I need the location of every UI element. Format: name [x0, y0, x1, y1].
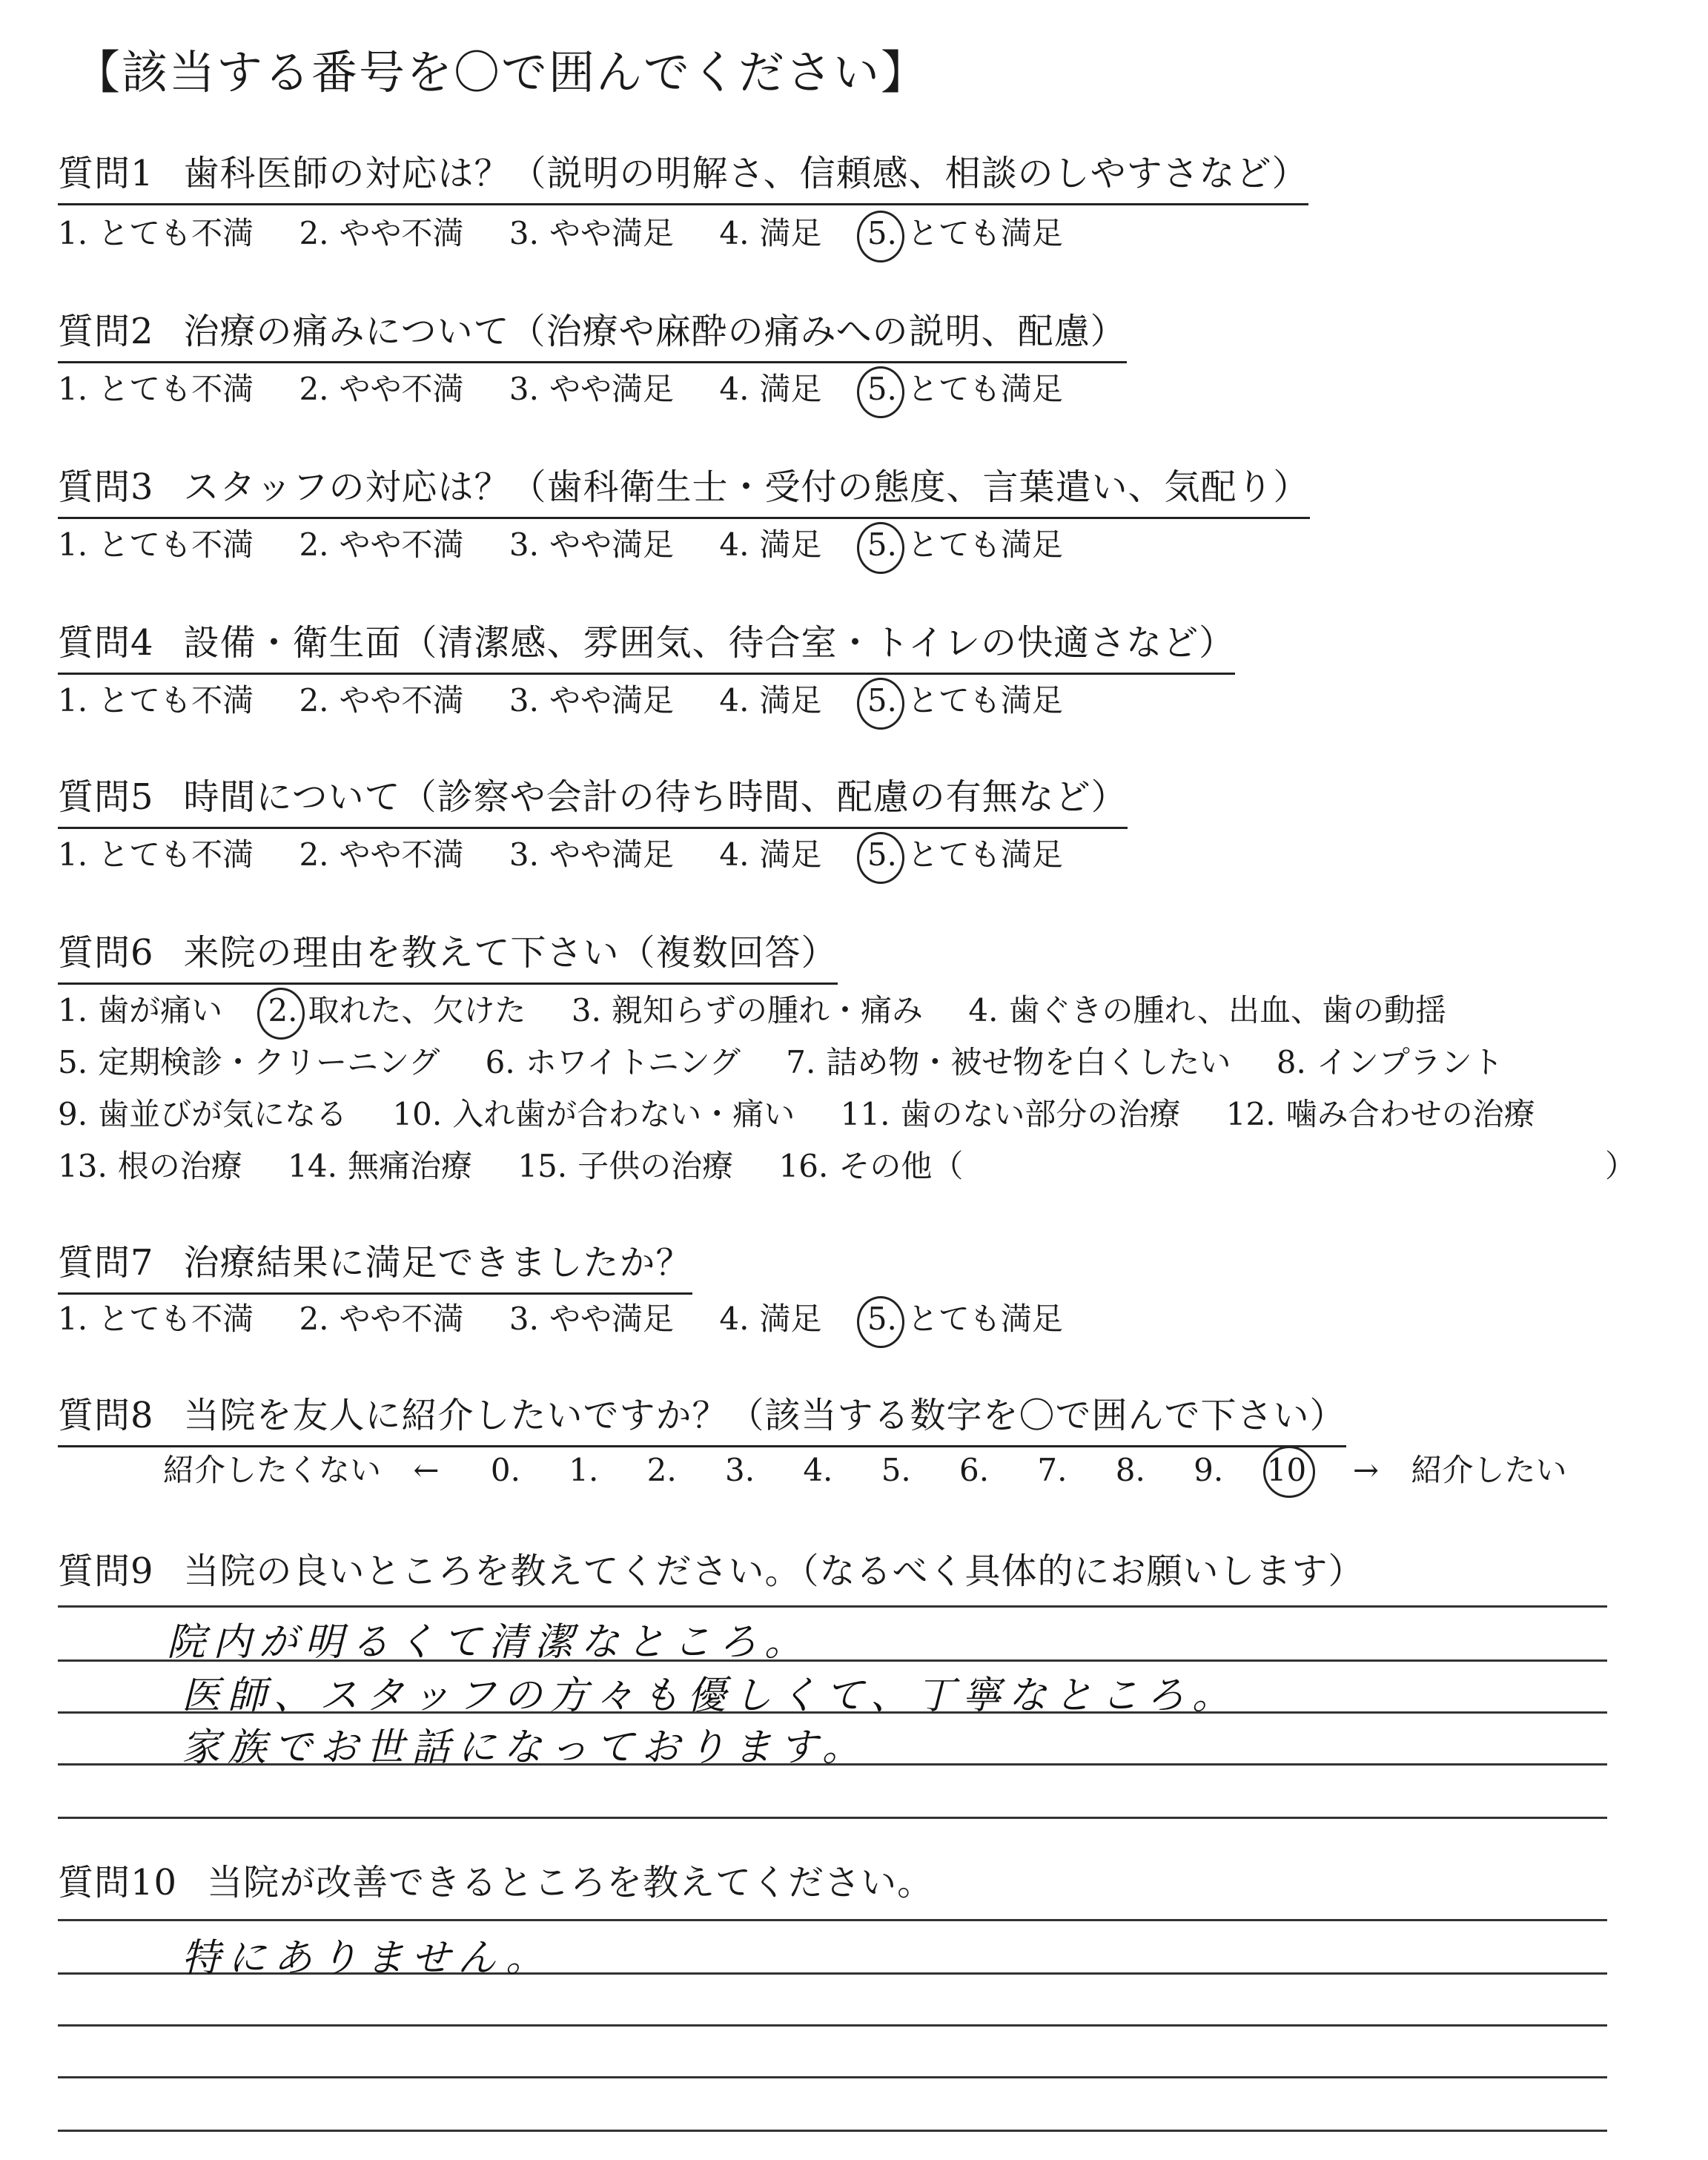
option-1[interactable]: 1. とても不満 — [58, 371, 254, 407]
question-number: 質問6 — [58, 932, 154, 974]
question-text: 当院が改善できるところを教えてください。 — [207, 1862, 934, 1903]
question-number: 質問4 — [58, 622, 154, 664]
question-text: 治療の痛みについて（治療や麻酔の痛みへの説明、配慮） — [183, 311, 1127, 352]
scale-0[interactable]: 0. — [490, 1452, 520, 1488]
question-text: 設備・衛生面（清潔感、雰囲気、待合室・トイレの快適さなど） — [183, 622, 1236, 664]
scale-high-label: 紹介したい — [1411, 1452, 1567, 1488]
scale-2[interactable]: 2. — [646, 1452, 677, 1488]
option-2[interactable]: 2. やや不満 — [299, 682, 464, 719]
option-4[interactable]: 4. 満足 — [719, 371, 822, 407]
answer-line — [58, 1919, 1607, 1921]
question-text: 治療結果に満足できましたか？ — [183, 1242, 692, 1284]
option-1[interactable]: 1. とても不満 — [58, 215, 254, 251]
option-1[interactable]: 1. とても不満 — [58, 1301, 254, 1337]
reason-13[interactable]: 13. 根の治療 — [58, 1148, 242, 1184]
scale-5[interactable]: 5. — [881, 1452, 911, 1488]
reason-9[interactable]: 9. 歯並びが気になる — [58, 1096, 348, 1132]
option-2[interactable]: 2. やや不満 — [299, 215, 464, 251]
option-4[interactable]: 4. 満足 — [719, 215, 822, 251]
handwritten-answer-q10: 特にありません。 — [182, 1936, 552, 1981]
option-3[interactable]: 3. やや満足 — [509, 526, 674, 563]
option-5-selected[interactable]: 5. とても満足 — [867, 682, 1063, 719]
question-text: 当院を友人に紹介したいですか？（該当する数字を〇で囲んで下さい） — [183, 1395, 1346, 1436]
reason-6[interactable]: 6. ホワイトニング — [485, 1044, 741, 1080]
scale-9[interactable]: 9. — [1194, 1452, 1224, 1488]
question-text: 当院の良いところを教えてください。（なるべく具体的にお願いします） — [183, 1550, 1365, 1592]
reason-4[interactable]: 4. 歯ぐきの腫れ、出血、歯の動揺 — [968, 992, 1446, 1028]
answer-line — [58, 2024, 1607, 2027]
option-5-selected[interactable]: 5. とても満足 — [867, 526, 1063, 563]
handwritten-answer-1: 院内が明るくて清潔なところ。 — [167, 1620, 811, 1665]
option-1[interactable]: 1. とても不満 — [58, 836, 254, 873]
left-arrow-icon: ← — [413, 1452, 440, 1488]
question-7-options — [58, 1295, 1099, 1339]
question-8-title — [58, 1387, 1346, 1447]
question-6-row-3 — [58, 1090, 1571, 1135]
question-number: 質問7 — [58, 1242, 154, 1284]
reason-8[interactable]: 8. インプラント — [1276, 1044, 1503, 1080]
handwritten-answer-2: 医師、スタッフの方々も優しくて、丁寧なところ。 — [182, 1674, 1238, 1718]
reason-14[interactable]: 14. 無痛治療 — [288, 1148, 472, 1184]
question-6-title — [58, 924, 838, 985]
question-3-options — [58, 521, 1099, 565]
reason-1[interactable]: 1. 歯が痛い — [58, 992, 223, 1028]
question-9-title — [58, 1542, 1365, 1601]
question-3-title — [58, 458, 1310, 519]
question-7-title — [58, 1234, 692, 1295]
question-text: スタッフの対応は？（歯科衛生士・受付の態度、言葉遣い、気配り） — [183, 466, 1310, 508]
answer-line — [58, 2130, 1607, 2132]
question-5-title — [58, 768, 1128, 829]
reason-5[interactable]: 5. 定期検診・クリーニング — [58, 1044, 440, 1080]
option-2[interactable]: 2. やや不満 — [299, 836, 464, 873]
question-text: 時間について（診察や会計の待ち時間、配慮の有無など） — [183, 776, 1128, 818]
option-3[interactable]: 3. やや満足 — [509, 371, 674, 407]
reason-2-selected[interactable]: 2. 取れた、欠けた — [268, 992, 526, 1028]
question-6-row-1 — [58, 986, 1482, 1031]
scale-4[interactable]: 4. — [803, 1452, 833, 1488]
option-4[interactable]: 4. 満足 — [719, 682, 822, 719]
option-2[interactable]: 2. やや不満 — [299, 1301, 464, 1337]
answer-line — [58, 1817, 1607, 1819]
option-5-selected[interactable]: 5. とても満足 — [867, 1301, 1063, 1337]
option-2[interactable]: 2. やや不満 — [299, 371, 464, 407]
reason-11[interactable]: 11. 歯のない部分の治療 — [840, 1096, 1181, 1132]
option-4[interactable]: 4. 満足 — [719, 526, 822, 563]
other-close-paren: ） — [1605, 1148, 1637, 1184]
question-6-row-4 — [58, 1142, 999, 1186]
option-3[interactable]: 3. やや満足 — [509, 682, 674, 719]
option-4[interactable]: 4. 満足 — [719, 836, 822, 873]
option-4[interactable]: 4. 満足 — [719, 1301, 822, 1337]
option-3[interactable]: 3. やや満足 — [509, 836, 674, 873]
question-10-title — [58, 1854, 933, 1912]
option-5-selected[interactable]: 5. とても満足 — [867, 371, 1063, 407]
option-3[interactable]: 3. やや満足 — [509, 1301, 674, 1337]
handwritten-answer-3: 家族でお世話になっております。 — [182, 1725, 868, 1770]
option-3[interactable]: 3. やや満足 — [509, 215, 674, 251]
question-1-options — [58, 209, 1099, 254]
question-1-title — [58, 145, 1308, 205]
scale-10-selected[interactable]: 10 — [1253, 1452, 1321, 1488]
reason-16-other[interactable]: 16. その他（ — [778, 1148, 964, 1184]
scale-1[interactable]: 1. — [569, 1452, 599, 1488]
survey-title: 【該当する番号を〇で囲んでください】 — [74, 45, 929, 99]
option-5-selected[interactable]: 5. とても満足 — [867, 836, 1063, 873]
reason-10[interactable]: 10. 入れ歯が合わない・痛い — [392, 1096, 795, 1132]
option-5-selected[interactable]: 5. とても満足 — [867, 215, 1063, 251]
question-2-options — [58, 365, 1099, 409]
scale-3[interactable]: 3. — [724, 1452, 755, 1488]
right-arrow-icon: → — [1352, 1452, 1380, 1488]
question-number: 質問1 — [58, 153, 154, 194]
question-5-options — [58, 830, 1099, 875]
question-2-title — [58, 303, 1127, 363]
option-2[interactable]: 2. やや不満 — [299, 526, 464, 563]
recommend-scale — [163, 1446, 1566, 1490]
scale-6[interactable]: 6. — [959, 1452, 990, 1488]
answer-line — [58, 2076, 1607, 2078]
option-1[interactable]: 1. とても不満 — [58, 526, 254, 563]
reason-7[interactable]: 7. 詰め物・被せ物を白くしたい — [786, 1044, 1231, 1080]
option-1[interactable]: 1. とても不満 — [58, 682, 254, 719]
question-number: 質問3 — [58, 466, 154, 508]
reason-3[interactable]: 3. 親知らずの腫れ・痛み — [571, 992, 923, 1028]
question-4-options — [58, 676, 1099, 721]
scale-8[interactable]: 8. — [1115, 1452, 1145, 1488]
question-number: 質問2 — [58, 311, 154, 352]
reason-15[interactable]: 15. 子供の治療 — [517, 1148, 734, 1184]
question-6-row-2 — [58, 1038, 1539, 1083]
answer-line — [58, 1605, 1607, 1608]
reason-12[interactable]: 12. 噛み合わせの治療 — [1225, 1096, 1535, 1132]
question-4-title — [58, 614, 1235, 675]
question-number: 質問8 — [58, 1395, 154, 1436]
question-number: 質問9 — [58, 1550, 154, 1592]
scale-low-label: 紹介したくない — [163, 1452, 382, 1488]
question-text: 来院の理由を教えて下さい（複数回答） — [183, 932, 838, 974]
question-number: 質問5 — [58, 776, 154, 818]
question-number: 質問10 — [58, 1862, 178, 1903]
question-text: 歯科医師の対応は？（説明の明解さ、信頼感、相談のしやすさなど） — [183, 153, 1308, 194]
scale-7[interactable]: 7. — [1037, 1452, 1068, 1488]
